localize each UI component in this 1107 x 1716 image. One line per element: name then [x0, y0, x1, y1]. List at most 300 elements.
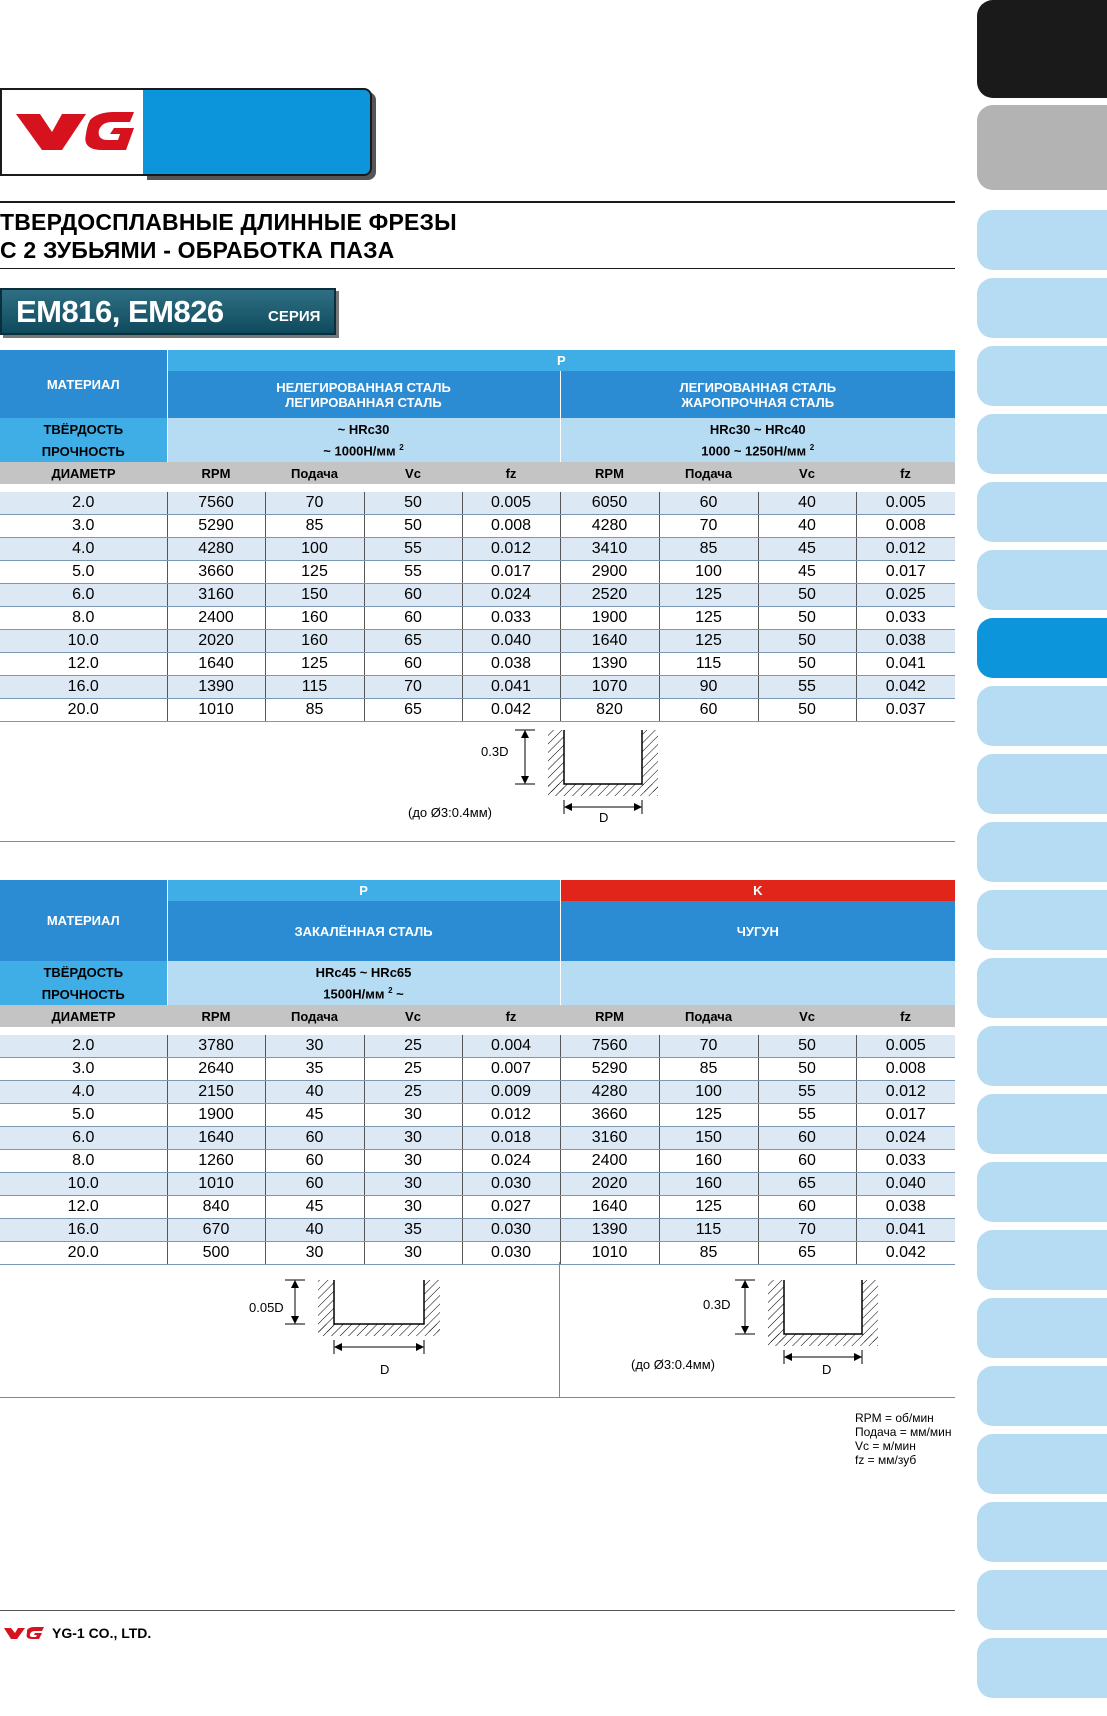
side-tab[interactable]	[977, 1162, 1107, 1222]
divider	[559, 1262, 560, 1397]
value-cell: 55	[758, 1081, 856, 1104]
value-cell: 125	[659, 1196, 758, 1219]
value-cell: 100	[265, 538, 364, 561]
value-cell: 60	[265, 1150, 364, 1173]
side-tab[interactable]	[977, 1366, 1107, 1426]
diameter-label: ДИАМЕТР	[0, 462, 167, 484]
value-cell: 5290	[560, 1058, 659, 1081]
value-cell: 50	[758, 584, 856, 607]
value-cell: 1900	[560, 607, 659, 630]
logo-text: YG	[72, 172, 74, 173]
side-tab[interactable]	[977, 1026, 1107, 1086]
material-label: МАТЕРИАЛ	[0, 880, 167, 961]
diameter-cell: 8.0	[0, 1150, 167, 1173]
value-cell: 0.009	[462, 1081, 560, 1104]
value-cell: 0.004	[462, 1035, 560, 1058]
value-cell: 1640	[560, 630, 659, 653]
value-cell: 125	[265, 653, 364, 676]
value-cell: 60	[659, 699, 758, 722]
value-cell: 0.005	[462, 492, 560, 515]
table-row	[0, 492, 955, 515]
value-cell: 0.033	[856, 607, 955, 630]
table-row	[0, 1104, 955, 1127]
value-cell: 0.030	[462, 1242, 560, 1265]
table-row	[0, 676, 955, 699]
side-tab[interactable]	[977, 346, 1107, 406]
strength-text: 1000 ~ 1250Н/мм	[701, 443, 807, 459]
table-row	[0, 607, 955, 630]
column-header: Vc	[364, 1005, 462, 1027]
value-cell: 50	[758, 607, 856, 630]
value-cell: 0.024	[856, 1127, 955, 1150]
column-header: RPM	[167, 462, 265, 484]
value-cell: 500	[167, 1242, 265, 1265]
group-p: P	[167, 350, 955, 371]
divider	[0, 268, 955, 269]
value-cell: 1900	[167, 1104, 265, 1127]
yg-logo-icon	[2, 90, 143, 174]
value-cell: 0.018	[462, 1127, 560, 1150]
value-cell: 1260	[167, 1150, 265, 1173]
side-tab[interactable]	[977, 890, 1107, 950]
material-name: ЛЕГИРОВАННАЯ СТАЛЬ	[285, 394, 442, 410]
value-cell: 85	[265, 515, 364, 538]
value-cell: 670	[167, 1219, 265, 1242]
value-cell: 0.024	[462, 1150, 560, 1173]
value-cell: 0.040	[856, 1173, 955, 1196]
value-cell: 60	[758, 1127, 856, 1150]
diameter-cell: 16.0	[0, 1219, 167, 1242]
logo-panel	[0, 88, 145, 176]
series-suffix: СЕРИЯ	[268, 308, 321, 325]
value-cell: 35	[364, 1219, 462, 1242]
column-header: Подача	[265, 1005, 364, 1027]
value-cell: 25	[364, 1058, 462, 1081]
side-tab[interactable]	[977, 550, 1107, 610]
table-row	[0, 584, 955, 607]
table-row	[0, 515, 955, 538]
value-cell: 1010	[560, 1242, 659, 1265]
column-header: Vc	[758, 1005, 856, 1027]
value-cell: 45	[265, 1104, 364, 1127]
value-cell: 3780	[167, 1035, 265, 1058]
table-row	[0, 653, 955, 676]
strength-value	[167, 440, 560, 462]
material-name: ЛЕГИРОВАННАЯ СТАЛЬ	[679, 379, 837, 395]
material-section: ЗАКАЛЁННАЯ СТАЛЬ	[167, 901, 560, 961]
cutting-table-2	[0, 880, 955, 1265]
side-tab-active[interactable]	[977, 618, 1107, 678]
diameter-cell: 20.0	[0, 1242, 167, 1265]
value-cell: 115	[659, 1219, 758, 1242]
superscript: 2	[809, 443, 815, 453]
diagram-note: (до Ø3:0.4мм)	[631, 1357, 715, 1372]
material-name: НЕЛЕГИРОВАННАЯ СТАЛЬ	[276, 379, 451, 395]
value-cell: 70	[659, 1035, 758, 1058]
value-cell: 0.041	[462, 676, 560, 699]
value-cell: 3160	[167, 584, 265, 607]
cutting-table-1	[0, 350, 955, 722]
divider	[0, 1397, 955, 1398]
value-cell: 60	[265, 1173, 364, 1196]
diameter-cell: 3.0	[0, 1058, 167, 1081]
diameter-cell: 12.0	[0, 1196, 167, 1219]
value-cell: 70	[758, 1219, 856, 1242]
diameter-cell: 12.0	[0, 653, 167, 676]
value-cell: 50	[758, 630, 856, 653]
table-row	[0, 538, 955, 561]
value-cell: 40	[758, 515, 856, 538]
value-cell: 2020	[560, 1173, 659, 1196]
side-tab[interactable]	[977, 210, 1107, 270]
value-cell: 0.012	[856, 1081, 955, 1104]
value-cell: 30	[265, 1242, 364, 1265]
value-cell: 150	[265, 584, 364, 607]
strength-value	[560, 440, 955, 462]
value-cell: 85	[265, 699, 364, 722]
group-p: P	[167, 880, 560, 901]
depth-label: 0.05D	[249, 1300, 284, 1315]
value-cell: 90	[659, 676, 758, 699]
value-cell: 50	[364, 492, 462, 515]
value-cell: 70	[265, 492, 364, 515]
value-cell: 0.025	[856, 584, 955, 607]
value-cell: 160	[659, 1173, 758, 1196]
side-tab[interactable]	[977, 1298, 1107, 1358]
column-header: fz	[462, 462, 560, 484]
material-section: ЧУГУН	[560, 901, 955, 961]
divider	[0, 1610, 955, 1611]
legend-rpm: RPM = об/мин	[855, 1411, 934, 1425]
column-header: RPM	[560, 1005, 659, 1027]
value-cell: 2400	[167, 607, 265, 630]
value-cell: 85	[659, 538, 758, 561]
value-cell: 3410	[560, 538, 659, 561]
value-cell: 6050	[560, 492, 659, 515]
diameter-cell: 6.0	[0, 1127, 167, 1150]
value-cell: 60	[364, 653, 462, 676]
value-cell: 0.042	[856, 1242, 955, 1265]
value-cell: 1390	[167, 676, 265, 699]
diameter-cell: 2.0	[0, 492, 167, 515]
value-cell: 70	[659, 515, 758, 538]
value-cell: 7560	[167, 492, 265, 515]
value-cell: 60	[265, 1127, 364, 1150]
value-cell: 2400	[560, 1150, 659, 1173]
diameter-cell: 8.0	[0, 607, 167, 630]
column-header: fz	[462, 1005, 560, 1027]
value-cell: 115	[659, 653, 758, 676]
value-cell: 5290	[167, 515, 265, 538]
side-tab[interactable]	[977, 1094, 1107, 1154]
column-header: Подача	[265, 462, 364, 484]
material-section	[560, 371, 955, 418]
value-cell: 0.042	[856, 676, 955, 699]
column-header: fz	[856, 1005, 955, 1027]
value-cell: 30	[364, 1150, 462, 1173]
hardness-value: ~ HRc30	[167, 418, 560, 440]
value-cell: 45	[758, 538, 856, 561]
divider	[0, 841, 955, 842]
material-section	[167, 371, 560, 418]
series-code: EM816, EM826	[16, 294, 224, 329]
table-row	[0, 1035, 955, 1058]
value-cell: 115	[265, 676, 364, 699]
side-tab[interactable]	[977, 1570, 1107, 1630]
table-row	[0, 1173, 955, 1196]
table-row	[0, 1196, 955, 1219]
value-cell: 0.042	[462, 699, 560, 722]
value-cell: 0.005	[856, 492, 955, 515]
title-line: ТВЕРДОСПЛАВНЫЕ ДЛИННЫЕ ФРЕЗЫ	[0, 209, 457, 235]
value-cell: 3160	[560, 1127, 659, 1150]
strength-label: ПРОЧНОСТЬ	[0, 440, 167, 462]
value-cell: 150	[659, 1127, 758, 1150]
value-cell: 2640	[167, 1058, 265, 1081]
value-cell: 60	[659, 492, 758, 515]
value-cell: 55	[758, 676, 856, 699]
value-cell: 0.040	[462, 630, 560, 653]
material-label: МАТЕРИАЛ	[0, 350, 167, 418]
value-cell: 0.017	[856, 1104, 955, 1127]
strength-tail: ~	[392, 986, 404, 1002]
strength-value	[167, 983, 560, 1005]
value-cell: 85	[659, 1058, 758, 1081]
value-cell: 3660	[167, 561, 265, 584]
value-cell: 25	[364, 1035, 462, 1058]
value-cell: 2020	[167, 630, 265, 653]
column-header: Vc	[758, 462, 856, 484]
value-cell: 40	[758, 492, 856, 515]
column-header: Подача	[659, 1005, 758, 1027]
value-cell: 30	[364, 1173, 462, 1196]
divider	[0, 201, 955, 203]
diameter-cell: 4.0	[0, 538, 167, 561]
value-cell: 0.008	[462, 515, 560, 538]
diameter-label: ДИАМЕТР	[0, 1005, 167, 1027]
value-cell: 160	[265, 607, 364, 630]
value-cell: 2520	[560, 584, 659, 607]
value-cell: 125	[265, 561, 364, 584]
side-tab[interactable]	[977, 482, 1107, 542]
value-cell: 0.030	[462, 1219, 560, 1242]
value-cell: 0.008	[856, 515, 955, 538]
value-cell: 160	[659, 1150, 758, 1173]
value-cell: 65	[364, 699, 462, 722]
legend-vc: Vc = м/мин	[855, 1439, 916, 1453]
legend-fz: fz = мм/зуб	[855, 1453, 917, 1467]
hardness-label: ТВЁРДОСТЬ	[0, 961, 167, 983]
column-header: RPM	[560, 462, 659, 484]
value-cell: 1640	[167, 1127, 265, 1150]
side-tab[interactable]	[977, 686, 1107, 746]
value-cell: 35	[265, 1058, 364, 1081]
value-cell: 60	[364, 584, 462, 607]
value-cell: 85	[659, 1242, 758, 1265]
series-badge	[0, 288, 336, 335]
table-row	[0, 1219, 955, 1242]
value-cell: 0.038	[462, 653, 560, 676]
page-title	[0, 208, 457, 264]
value-cell: 2150	[167, 1081, 265, 1104]
table-row	[0, 561, 955, 584]
value-cell: 30	[364, 1196, 462, 1219]
value-cell: 55	[364, 538, 462, 561]
value-cell: 50	[758, 1058, 856, 1081]
column-header: RPM	[167, 1005, 265, 1027]
value-cell: 100	[659, 561, 758, 584]
material-name: ЖАРОПРОЧНАЯ СТАЛЬ	[681, 394, 835, 410]
diameter-cell: 6.0	[0, 584, 167, 607]
value-cell: 0.033	[462, 607, 560, 630]
diameter-cell: 4.0	[0, 1081, 167, 1104]
value-cell: 820	[560, 699, 659, 722]
diameter-cell: 10.0	[0, 1173, 167, 1196]
side-tab[interactable]	[977, 958, 1107, 1018]
value-cell: 30	[364, 1127, 462, 1150]
group-k: K	[560, 880, 955, 901]
side-tab[interactable]	[977, 1434, 1107, 1494]
value-cell: 60	[758, 1196, 856, 1219]
value-cell: 2900	[560, 561, 659, 584]
diameter-cell: 5.0	[0, 561, 167, 584]
side-tab[interactable]	[977, 105, 1107, 190]
value-cell: 125	[659, 584, 758, 607]
value-cell: 0.024	[462, 584, 560, 607]
width-label: D	[822, 1362, 832, 1377]
width-label: D	[380, 1362, 390, 1377]
value-cell: 0.041	[856, 1219, 955, 1242]
value-cell: 1390	[560, 1219, 659, 1242]
width-label: D	[599, 810, 609, 825]
diameter-cell: 10.0	[0, 630, 167, 653]
diameter-cell: 3.0	[0, 515, 167, 538]
column-header: Vc	[364, 462, 462, 484]
strength-text: 1500Н/мм	[323, 986, 385, 1002]
value-cell: 1390	[560, 653, 659, 676]
value-cell: 45	[758, 561, 856, 584]
hardness-value	[560, 961, 955, 983]
value-cell: 25	[364, 1081, 462, 1104]
value-cell: 0.012	[856, 538, 955, 561]
value-cell: 4280	[560, 515, 659, 538]
value-cell: 0.008	[856, 1058, 955, 1081]
diameter-cell: 16.0	[0, 676, 167, 699]
value-cell: 0.005	[856, 1035, 955, 1058]
value-cell: 125	[659, 607, 758, 630]
value-cell: 0.027	[462, 1196, 560, 1219]
side-tab[interactable]	[977, 0, 1107, 98]
value-cell: 1640	[560, 1196, 659, 1219]
column-header: fz	[856, 462, 955, 484]
value-cell: 30	[265, 1035, 364, 1058]
value-cell: 100	[659, 1081, 758, 1104]
value-cell: 55	[758, 1104, 856, 1127]
value-cell: 7560	[560, 1035, 659, 1058]
logo-blue-panel	[143, 88, 372, 176]
table-row	[0, 1058, 955, 1081]
value-cell: 4280	[560, 1081, 659, 1104]
table-row	[0, 630, 955, 653]
value-cell: 3660	[560, 1104, 659, 1127]
side-tab[interactable]	[977, 278, 1107, 338]
value-cell: 60	[364, 607, 462, 630]
value-cell: 0.012	[462, 1104, 560, 1127]
hardness-value: HRc45 ~ HRc65	[167, 961, 560, 983]
strength-text: ~ 1000Н/мм	[323, 443, 396, 459]
diameter-cell: 5.0	[0, 1104, 167, 1127]
superscript: 2	[399, 443, 404, 453]
value-cell: 0.017	[856, 561, 955, 584]
value-cell: 0.007	[462, 1058, 560, 1081]
side-tab[interactable]	[977, 754, 1107, 814]
value-cell: 60	[758, 1150, 856, 1173]
superscript: 2	[388, 986, 393, 996]
side-tab[interactable]	[977, 1638, 1107, 1698]
side-tab[interactable]	[977, 1502, 1107, 1562]
value-cell: 65	[364, 630, 462, 653]
value-cell: 1010	[167, 699, 265, 722]
value-cell: 4280	[167, 538, 265, 561]
value-cell: 45	[265, 1196, 364, 1219]
value-cell: 1010	[167, 1173, 265, 1196]
value-cell: 70	[364, 676, 462, 699]
value-cell: 0.038	[856, 630, 955, 653]
strength-value	[560, 983, 955, 1005]
value-cell: 0.038	[856, 1196, 955, 1219]
value-cell: 0.017	[462, 561, 560, 584]
value-cell: 30	[364, 1104, 462, 1127]
value-cell: 65	[758, 1242, 856, 1265]
diameter-cell: 20.0	[0, 699, 167, 722]
column-header: Подача	[659, 462, 758, 484]
value-cell: 125	[659, 1104, 758, 1127]
value-cell: 40	[265, 1219, 364, 1242]
table-row	[0, 699, 955, 722]
hardness-value: HRc30 ~ HRc40	[560, 418, 955, 440]
value-cell: 0.033	[856, 1150, 955, 1173]
table-row	[0, 1150, 955, 1173]
table-row	[0, 1127, 955, 1150]
diameter-cell: 2.0	[0, 1035, 167, 1058]
value-cell: 40	[265, 1081, 364, 1104]
value-cell: 160	[265, 630, 364, 653]
value-cell: 0.012	[462, 538, 560, 561]
value-cell: 0.041	[856, 653, 955, 676]
table-row	[0, 1081, 955, 1104]
value-cell: 50	[758, 699, 856, 722]
value-cell: 1070	[560, 676, 659, 699]
logo-block	[0, 88, 372, 176]
hardness-label: ТВЁРДОСТЬ	[0, 418, 167, 440]
depth-label: 0.3D	[481, 744, 509, 759]
diagram-note: (до Ø3:0.4мм)	[408, 805, 492, 820]
company-name: YG-1 CO., LTD.	[52, 1625, 152, 1641]
value-cell: 0.037	[856, 699, 955, 722]
legend-feed: Подача = мм/мин	[855, 1425, 952, 1439]
value-cell: 50	[758, 653, 856, 676]
side-tab[interactable]	[977, 1230, 1107, 1290]
side-tab[interactable]	[977, 414, 1107, 474]
value-cell: 50	[758, 1035, 856, 1058]
slot-diagram-2	[200, 1272, 500, 1377]
side-tab[interactable]	[977, 822, 1107, 882]
title-line: С 2 ЗУБЬЯМИ - ОБРАБОТКА ПАЗА	[0, 237, 395, 263]
value-cell: 0.030	[462, 1173, 560, 1196]
value-cell: 30	[364, 1242, 462, 1265]
table-row	[0, 1242, 955, 1265]
value-cell: 55	[364, 561, 462, 584]
